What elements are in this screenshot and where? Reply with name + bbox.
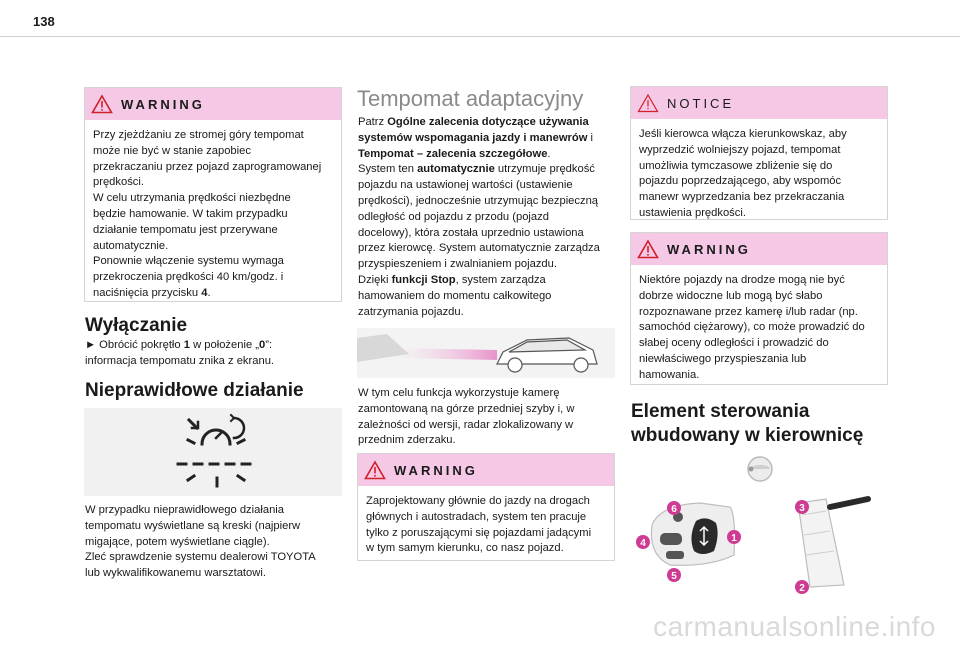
text-line: lub wykwalifikowanemu warsztatowi. [85,567,266,580]
text-line: zamontowaną na górze przedniej szyby i, w [358,402,575,415]
warning-header [358,454,614,486]
text-line: Zaprojektowany głównie do jazdy na drogach [366,495,590,507]
warning-body [631,265,887,390]
car-radar-icon [357,328,615,378]
text-line: będzie hamowanie. W takim przypadku [93,207,288,220]
text-line: Jeśli kierowca włącza kierunkowskaz, aby [639,128,847,140]
text-line: działanie tempomatu jest przerywane [93,223,278,236]
text-span: Patrz [358,116,388,128]
warning-body [85,120,341,308]
text-line: ustawienia prędkości. [639,206,746,219]
text-line [358,147,620,163]
adaptive-cruise-heading: Tempomat adaptacyjny [357,86,584,111]
text-line: tylko z poruszającymi się pojazdami jadącymi [366,526,592,539]
warning-title: WARNING [121,96,205,112]
text-line: w tym samym kierunku, co nasz pojazd. [366,542,564,555]
callout-1: 1 [731,533,737,544]
text-span: , system zarządza [455,273,546,286]
cruise-control-fault-icon [84,408,342,496]
callout-2: 2 [799,583,805,594]
text-line: zależności od wersji, radar zlokalizowany w [358,418,574,431]
text-line: Zleć sprawdzenie systemu dealerowi TOYOTA [85,551,316,564]
watermark: carmanualsonline.info [653,611,936,642]
text-line: rozpoznawane przez kamerę i/lub radar (np. [639,305,858,318]
text-span: w położenie „ [189,339,260,351]
text-line [93,286,333,302]
text-line: przez kierowcę. System automatycznie zarządza [358,242,600,255]
fault-heading: Nieprawidłowe działanie [85,380,304,401]
text-span: utrzymuje prędkość [494,163,595,176]
text-span: naciśnięcia przycisku [93,286,202,299]
text-line: Przy zjeżdżaniu ze stromej góry tempomat [93,129,304,141]
button-number: 4 [201,286,208,299]
text-line: docelowy), która została uprzednio ustawiona [358,226,584,239]
control-pad-left [651,503,734,565]
fault-illustration [84,408,342,496]
text-span: Dzięki [358,273,392,286]
text-line: W przypadku nieprawidłowego działania [85,504,284,516]
warning-box-col1 [84,87,342,302]
text-bold: Ogólne zalecenia dotyczące używania [387,116,589,128]
text-bold: 0 [259,339,266,351]
text-line: przekroczenia prędkości 40 km/godz. i [93,271,284,284]
text-line: pojazdu na ustawionej wartości (ustawienie [358,179,573,192]
text-line: przekraczaniu przez pojazd zaprogramowanej [93,160,322,173]
steering-column [798,499,868,587]
control-heading [631,400,863,448]
header-divider [0,36,960,37]
text-line: przednim zderzaku. [358,434,456,447]
text-line: odległość od pojazdu z przodu (pojazd [358,210,549,223]
text-span: ► Obrócić pokrętło [85,339,184,351]
notice-header [631,87,887,119]
text-line: może nie być w stanie zapobiec [93,144,251,157]
text-line [85,338,345,354]
text-line: niewłaściwego przyspieszania lub [639,352,807,365]
heading-line: Element sterowania [631,401,810,422]
callout-6: 6 [671,504,677,515]
text-line: zatrzymania pojazdu. [358,305,464,318]
warning-triangle-icon [364,460,386,480]
text-line: manewr wyprzedzania bez przekraczania [639,191,845,204]
text-span: System ten [358,163,418,176]
text-span: ”: [265,339,273,351]
text-line: prędkości. [93,176,144,189]
text-span: i [587,131,594,144]
warning-box-col2 [357,453,615,561]
fault-text [85,503,345,582]
text-line: umożliwia tymczasowe zbliżenie się do [639,159,833,172]
notice-body [631,119,887,228]
text-bold: systemów wspomagania jazdy i manewrów [358,131,588,144]
text-line: Niektóre pojazdy na drodze mogą nie być [639,274,845,286]
text-line: W tym celu funkcja wykorzystuje kamerę [358,387,560,399]
text-line [358,162,620,178]
text-line: przyspieszeniem i zwalnianiem pojazdu. [358,258,557,271]
text-bold: 1 [183,339,190,351]
callout-3: 3 [799,503,805,514]
notice-box [630,86,888,220]
warning-box-col3 [630,232,888,385]
car-illustration [357,328,615,378]
steering-controls-illustration [630,455,888,597]
warning-header [85,88,341,120]
warning-title: WARNING [394,462,478,478]
off-text [85,338,345,370]
text-bold: automatycznie [417,163,495,176]
heading-line: wbudowany w kierownicę [631,425,864,446]
text-line: hamowania. [639,368,700,381]
text-line: informacja tempomatu znika z ekranu. [85,354,275,367]
text-line: dobrze widoczne lub mogą być słabo [639,289,823,302]
warning-body [358,486,614,563]
text-line: głównych i autostradach, system ten pracuje [366,510,587,523]
warning-title: WARNING [667,241,751,257]
text-line: automatycznie. [93,239,169,252]
text-line: wyprzedzić wolniejszy pojazd, tempomat [639,143,841,156]
text-line: samochód ciężarowy), co może prowadzić do [639,321,865,334]
text-bold: funkcji Stop [391,273,456,286]
steering-wheel-icon [748,457,772,481]
warning-triangle-icon [637,239,659,259]
text-line: pojazdu poprzedzającego, aby wspomóc [639,175,842,188]
steering-wheel-controls [630,455,888,597]
callout-5: 5 [671,571,677,582]
notice-triangle-icon [637,93,659,113]
text-line: słabej oceny odległości i prowadzić do [639,337,829,350]
text-line [358,131,620,147]
text-line: hamowaniem do momentu całkowitego [358,289,552,302]
text-bold: Tempomat – zalecenia szczegółowe [358,147,548,160]
off-heading: Wyłączanie [85,315,188,336]
warning-triangle-icon [91,94,113,114]
adaptive-intro [358,115,620,320]
warning-header [631,233,887,265]
text-line [358,273,620,289]
text-line: tempomatu wyświetlane są kreski (najpierw [85,519,301,532]
callout-4: 4 [640,538,646,549]
text-span: . [547,147,551,160]
text-span: . [207,286,211,299]
page-number: 138 [33,14,55,29]
text-line: W celu utrzymania prędkości niezbędne [93,192,291,205]
text-line: prędkości), jednocześnie utrzymując bezpieczną [358,194,599,207]
text-line: migające, potem wyświetlane ciągle). [85,535,270,548]
notice-title: NOTICE [667,95,735,111]
text-line [358,115,620,131]
camera-text [358,386,620,449]
text-line: Ponownie włączenie systemu wymaga [93,255,284,268]
